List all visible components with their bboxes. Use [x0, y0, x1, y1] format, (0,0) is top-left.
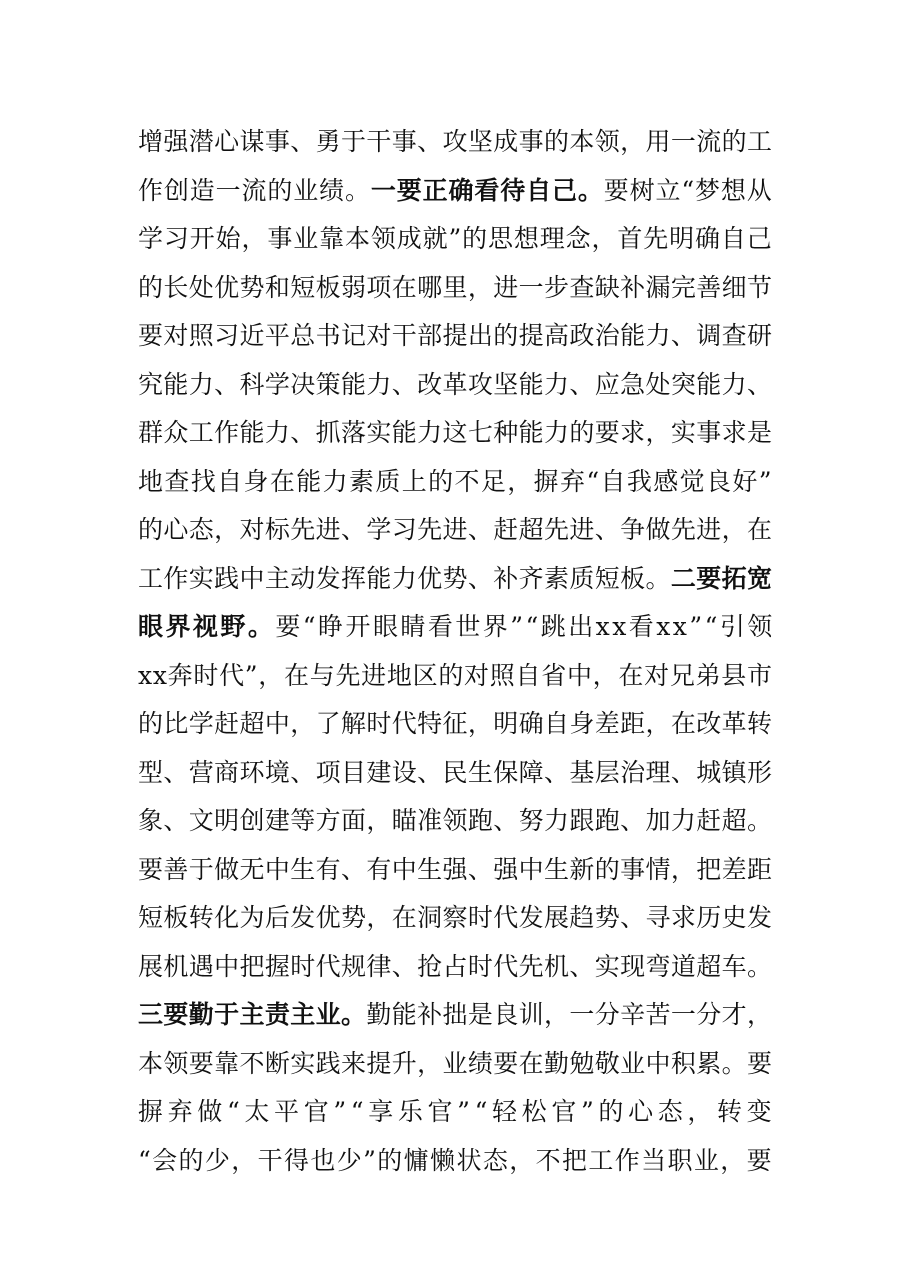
text-line	[138, 700, 772, 749]
text-line	[138, 943, 772, 992]
body-text-segment: 要对照习近平总书记对干部提出的提高政治能力、调查研	[138, 321, 773, 350]
body-text-segment: 地查找自身在能力素质上的不足，摒弃“自我感觉良好”	[138, 466, 773, 496]
text-line	[138, 409, 772, 458]
text-line	[138, 215, 772, 264]
text-line	[138, 846, 772, 895]
text-line	[138, 1040, 772, 1089]
text-line	[138, 603, 775, 652]
text-line	[138, 894, 772, 943]
body-text-segment: 的比学赶超中，了解时代特征，明确自身差距，在改革转	[138, 709, 773, 738]
text-line	[138, 167, 772, 216]
body-text-segment: 工作实践中主动发挥能力优势、补齐素质短板。	[138, 563, 671, 593]
body-text-segment: 象、文明创建等方面，瞄准领跑、努力跟跑、加力赶超。	[138, 806, 773, 835]
text-line	[138, 991, 772, 1040]
body-text-segment: “会的少，干得也少”的慵懒状态，不把工作当职业，要	[138, 1145, 773, 1175]
body-text-segment: 要“睁开眼睛看世界”“跳出xx看xx”“引领	[275, 612, 775, 641]
text-line	[138, 118, 772, 167]
text-line	[138, 1137, 772, 1186]
body-text-segment: 增强潜心谋事、勇于干事、攻坚成事的本领，用一流的工	[138, 127, 773, 156]
body-text-segment: 群众工作能力、抓落实能力这七种能力的要求，实事求是	[138, 418, 773, 447]
body-text-segment: 展机遇中把握时代规律、抢占时代先机、实现弯道超车。	[138, 951, 773, 981]
body-text-segment: 要树立“梦想从	[603, 175, 773, 205]
text-line	[138, 361, 772, 410]
text-line	[138, 749, 772, 798]
body-text-segment: 作创造一流的业绩。	[138, 175, 371, 205]
body-text-segment: 究能力、科学决策能力、改革攻坚能力、应急处突能力、	[138, 369, 773, 399]
body-text-segment: 的心态，对标先进、学习先进、赶超先进、争做先进，在	[138, 515, 773, 544]
text-line	[138, 458, 772, 507]
text-line	[138, 1088, 777, 1137]
text-line	[138, 312, 772, 361]
text-line	[138, 264, 772, 313]
bold-heading-text: 三要勤于主责主业。	[138, 1000, 367, 1029]
bold-heading-text: 一要正确看待自己。	[370, 175, 604, 205]
body-text	[138, 118, 777, 1185]
body-text-segment: 摒弃做“太平官”“享乐官”“轻松官”的心态，转变	[138, 1097, 777, 1126]
body-text-segment: 勤能补拙是良训，一分辛苦一分才，	[366, 1000, 773, 1029]
body-text-segment: xx奔时代”，在与先进地区的对照自省中，在对兄弟县市	[138, 660, 773, 690]
text-line	[138, 797, 772, 846]
bold-heading-text: 眼界视野。	[138, 612, 276, 641]
body-text-segment: 学习开始，事业靠本领成就”的思想理念，首先明确自己	[138, 224, 773, 253]
text-line	[138, 506, 772, 555]
body-text-segment: 的长处优势和短板弱项在哪里，进一步查缺补漏完善细节	[138, 272, 773, 302]
body-text-segment: 要善于做无中生有、有中生强、强中生新的事情，把差距	[138, 854, 773, 884]
body-text-segment: 短板转化为后发优势，在洞察时代发展趋势、寻求历史发	[138, 903, 773, 932]
bold-heading-text: 二要拓宽	[670, 563, 773, 593]
body-text-segment: 本领要靠不断实践来提升，业绩要在勤勉敬业中积累。要	[138, 1048, 773, 1078]
body-text-segment: 型、营商环境、项目建设、民生保障、基层治理、城镇形	[138, 757, 773, 787]
text-line	[138, 652, 772, 701]
text-line	[138, 555, 772, 604]
